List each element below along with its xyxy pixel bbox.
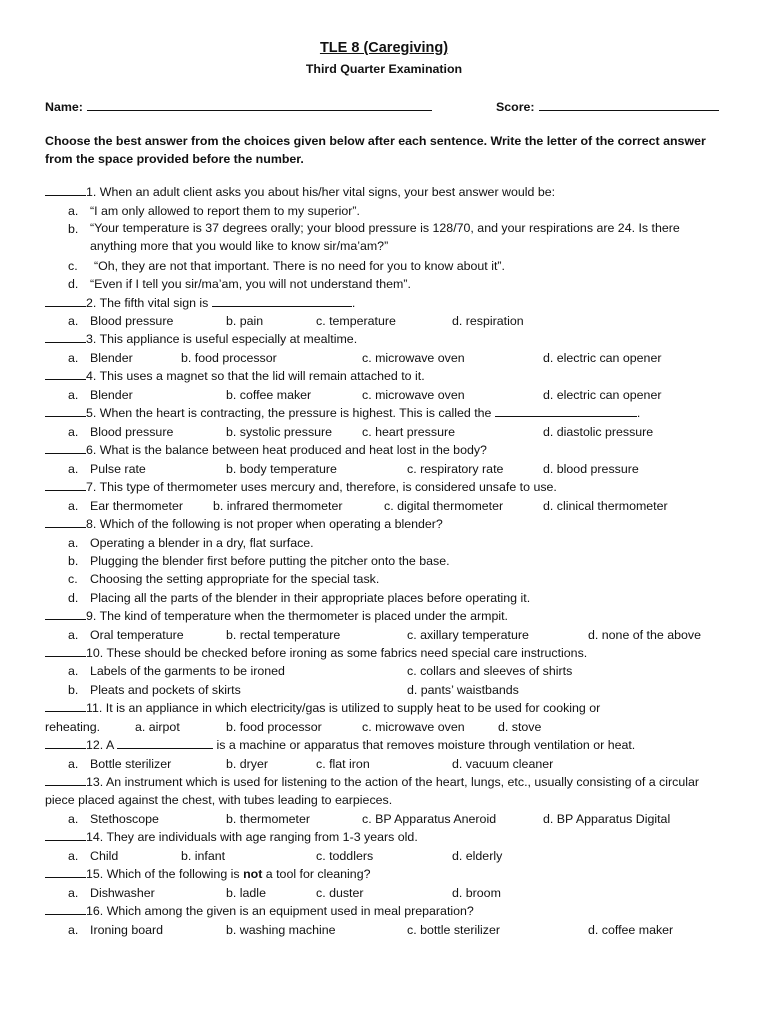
- answer-blank[interactable]: [45, 184, 86, 196]
- option-text: b. infant: [181, 849, 226, 863]
- question-number: 9.: [86, 609, 97, 623]
- name-row: [45, 98, 432, 114]
- question-text: They are individuals with age ranging from 1-3 years old.: [106, 830, 418, 844]
- option-letter: a.: [68, 849, 79, 863]
- question-11: [45, 700, 600, 716]
- question-text: An instrument which is used for listening to the action of the heart, lungs, etc., usually consisting of a circular piece placed against the chest, with tubes leading to earpieces.: [45, 775, 699, 808]
- option-text: c. BP Apparatus Aneroid: [362, 812, 497, 826]
- question-text-end: a tool for cleaning?: [265, 867, 371, 881]
- question-text-end: .: [351, 296, 356, 310]
- option-letter: a.: [68, 628, 79, 642]
- question-number: 1.: [86, 185, 97, 199]
- question-13: [45, 773, 730, 810]
- question-number: 3.: [86, 332, 97, 346]
- option-text: b. food processor: [226, 720, 322, 734]
- name-label: Name:: [45, 100, 83, 114]
- exam-subtitle: Third Quarter Examination: [305, 62, 463, 76]
- question-number: 16.: [86, 904, 104, 918]
- question-text-end: is a machine or apparatus that removes moisture through ventilation or heat.: [216, 738, 636, 752]
- option-text: Dishwasher: [90, 886, 155, 900]
- option-letter: a.: [68, 499, 79, 513]
- option-text: d. elderly: [452, 849, 503, 863]
- question-text-end: .: [636, 406, 641, 420]
- option-text: c. collars and sleeves of shirts: [407, 664, 573, 678]
- answer-blank[interactable]: [45, 516, 86, 528]
- option-text: b. washing machine: [226, 923, 336, 937]
- question-12: [45, 737, 635, 753]
- question-number: 5.: [86, 406, 97, 420]
- option-letter: c.: [68, 572, 78, 586]
- option-text: d. electric can opener: [543, 388, 662, 402]
- option-text: c. axillary temperature: [407, 628, 529, 642]
- option-text: c. temperature: [316, 314, 396, 328]
- question-6: [45, 442, 487, 458]
- answer-blank[interactable]: [45, 829, 86, 841]
- question-3: [45, 331, 357, 347]
- option-text: Blender: [90, 388, 133, 402]
- question-text: This appliance is useful especially at mealtime.: [99, 332, 358, 346]
- question-text: Which of the following is not proper when operating a blender?: [99, 517, 443, 531]
- option-text: c. heart pressure: [362, 425, 455, 439]
- option-letter: a.: [68, 886, 79, 900]
- question-9: [45, 608, 508, 624]
- option-letter: a.: [68, 536, 79, 550]
- name-blank[interactable]: [87, 98, 432, 111]
- option-text: c. flat iron: [316, 757, 370, 771]
- option-text: c. digital thermometer: [384, 499, 504, 513]
- option-text: “Oh, they are not that important. There is no need for you to know about it”.: [94, 259, 505, 273]
- option-text: Blood pressure: [90, 425, 174, 439]
- option-text: d. diastolic pressure: [543, 425, 654, 439]
- question-number: 12.: [86, 738, 104, 752]
- option-text: d. BP Apparatus Digital: [543, 812, 671, 826]
- option-text: Placing all the parts of the blender in their appropriate places before operating it.: [90, 591, 531, 605]
- question-14: [45, 829, 418, 845]
- question-text: These should be checked before ironing as some fabrics need special care instructions.: [106, 646, 588, 660]
- answer-blank[interactable]: [45, 700, 86, 712]
- option-text: b. dryer: [226, 757, 269, 771]
- option-text: Stethoscope: [90, 812, 159, 826]
- question-number: 13.: [86, 775, 104, 789]
- question-text: This uses a magnet so that the lid will remain attached to it.: [99, 369, 425, 383]
- question-15: [45, 866, 371, 882]
- question-2: [45, 295, 355, 311]
- option-text: Pleats and pockets of skirts: [90, 683, 241, 697]
- option-text: a. airpot: [135, 720, 180, 734]
- answer-blank[interactable]: [45, 405, 86, 417]
- option-text: d. clinical thermometer: [543, 499, 668, 513]
- question-10: [45, 645, 587, 661]
- option-text: Plugging the blender first before putting the pitcher onto the base.: [90, 554, 450, 568]
- option-text: b. pain: [226, 314, 264, 328]
- option-letter: b.: [68, 222, 79, 236]
- option-text: d. vacuum cleaner: [452, 757, 554, 771]
- question-8: [45, 516, 443, 532]
- instructions: Choose the best answer from the choices given below after each sentence. Write the letter of the correct answer from the space provided before the number.: [45, 134, 706, 166]
- option-letter: a.: [68, 388, 79, 402]
- option-text: d. broom: [452, 886, 501, 900]
- option-text: d. blood pressure: [543, 462, 639, 476]
- option-letter: c.: [68, 259, 78, 273]
- option-letter: d.: [68, 591, 79, 605]
- question-number: 10.: [86, 646, 104, 660]
- option-letter: a.: [68, 923, 79, 937]
- option-letter: a.: [68, 425, 79, 439]
- option-text: Child: [90, 849, 119, 863]
- answer-blank[interactable]: [45, 903, 86, 915]
- question-text: It is an appliance in which electricity/gas is utilized to supply heat to be used for cooking or: [105, 701, 601, 715]
- option-letter: b.: [68, 554, 79, 568]
- question-number: 4.: [86, 369, 97, 383]
- option-text: c. respiratory rate: [407, 462, 504, 476]
- question-16: [45, 903, 474, 919]
- question-number: 6.: [86, 443, 97, 457]
- question-number: 7.: [86, 480, 97, 494]
- answer-blank[interactable]: [45, 645, 86, 657]
- answer-blank[interactable]: [45, 331, 86, 343]
- option-text: Pulse rate: [90, 462, 146, 476]
- option-letter: a.: [68, 351, 79, 365]
- option-text: Operating a blender in a dry, flat surface.: [90, 536, 314, 550]
- question-1: [45, 184, 555, 200]
- option-text: Choosing the setting appropriate for the special task.: [90, 572, 380, 586]
- option-text: Bottle sterilizer: [90, 757, 172, 771]
- option-text: c. toddlers: [316, 849, 374, 863]
- fill-in-blank[interactable]: [212, 295, 352, 307]
- option-text: c. microwave oven: [362, 720, 465, 734]
- score-row: [496, 98, 719, 114]
- option-text: b. infrared thermometer: [213, 499, 343, 513]
- question-number: 11.: [86, 701, 103, 715]
- question-number: 2.: [86, 296, 97, 310]
- option-text: Ear thermometer: [90, 499, 183, 513]
- question-4: [45, 368, 425, 384]
- option-text: Blender: [90, 351, 133, 365]
- option-text: “Even if I tell you sir/ma’am, you will not understand them”.: [90, 277, 411, 291]
- answer-blank[interactable]: [45, 295, 86, 307]
- question-text: Which among the given is an equipment used in meal preparation?: [106, 904, 474, 918]
- option-text: b. food processor: [181, 351, 277, 365]
- option-text: d. stove: [498, 720, 542, 734]
- option-letter: a.: [68, 812, 79, 826]
- option-text: b. ladle: [226, 886, 266, 900]
- option-text: b. systolic pressure: [226, 425, 333, 439]
- option-text: d. respiration: [452, 314, 524, 328]
- emphasis-not: not: [243, 867, 263, 881]
- exam-title: TLE 8 (Caregiving): [319, 40, 449, 56]
- question-7: [45, 479, 557, 495]
- score-blank[interactable]: [539, 98, 719, 111]
- question-number: 14.: [86, 830, 104, 844]
- answer-blank[interactable]: [45, 774, 86, 786]
- answer-blank[interactable]: [45, 368, 86, 380]
- option-text: c. microwave oven: [362, 351, 465, 365]
- answer-blank[interactable]: [45, 479, 86, 491]
- option-text: c. bottle sterilizer: [407, 923, 500, 937]
- question-text: Which of the following is: [106, 867, 240, 881]
- option-letter: a.: [68, 204, 79, 218]
- option-text: Labels of the garments to be ironed: [90, 664, 285, 678]
- option-letter: a.: [68, 314, 79, 328]
- option-text: d. none of the above: [588, 628, 701, 642]
- question-text: The fifth vital sign is: [99, 296, 209, 310]
- option-letter: d.: [68, 277, 79, 291]
- option-text: Oral temperature: [90, 628, 184, 642]
- question-5: [45, 405, 640, 421]
- fill-in-blank[interactable]: [117, 737, 213, 749]
- question-text: When the heart is contracting, the pressure is highest. This is called the: [99, 406, 492, 420]
- option-text: b. rectal temperature: [226, 628, 341, 642]
- option-text: d. pants’ waistbands: [407, 683, 519, 697]
- option-letter: a.: [68, 757, 79, 771]
- option-text: c. microwave oven: [362, 388, 465, 402]
- option-text: “Your temperature is 37 degrees orally; your blood pressure is 128/70, and your respirations are 24. Is there anything more that you would like to know sir/ma’am?”: [90, 221, 680, 254]
- option-letter: a.: [68, 462, 79, 476]
- option-text: b. thermometer: [226, 812, 311, 826]
- option-text: Blood pressure: [90, 314, 174, 328]
- option-letter: a.: [68, 664, 79, 678]
- option-text: d. coffee maker: [588, 923, 674, 937]
- fill-in-blank[interactable]: [495, 405, 637, 417]
- answer-blank[interactable]: [45, 737, 86, 749]
- answer-blank[interactable]: [45, 866, 86, 878]
- question-text: A: [106, 738, 114, 752]
- question-text: The kind of temperature when the thermometer is placed under the armpit.: [99, 609, 508, 623]
- option-letter: b.: [68, 683, 79, 697]
- answer-blank[interactable]: [45, 608, 86, 620]
- option-text: c. duster: [316, 886, 364, 900]
- option-text: “I am only allowed to report them to my superior”.: [90, 204, 360, 218]
- question-text: This type of thermometer uses mercury and, therefore, is considered unsafe to use.: [99, 480, 557, 494]
- question-text: When an adult client asks you about his/her vital signs, your best answer would be:: [99, 185, 556, 199]
- option-text: Ironing board: [90, 923, 164, 937]
- question-number: 8.: [86, 517, 97, 531]
- score-label: Score:: [496, 100, 535, 114]
- answer-blank[interactable]: [45, 442, 86, 454]
- option-text: b. coffee maker: [226, 388, 312, 402]
- question-number: 15.: [86, 867, 104, 881]
- option-text: b. body temperature: [226, 462, 337, 476]
- question-text: What is the balance between heat produced and heat lost in the body?: [99, 443, 487, 457]
- question-text-continued: reheating.: [45, 720, 101, 734]
- option-text: d. electric can opener: [543, 351, 662, 365]
